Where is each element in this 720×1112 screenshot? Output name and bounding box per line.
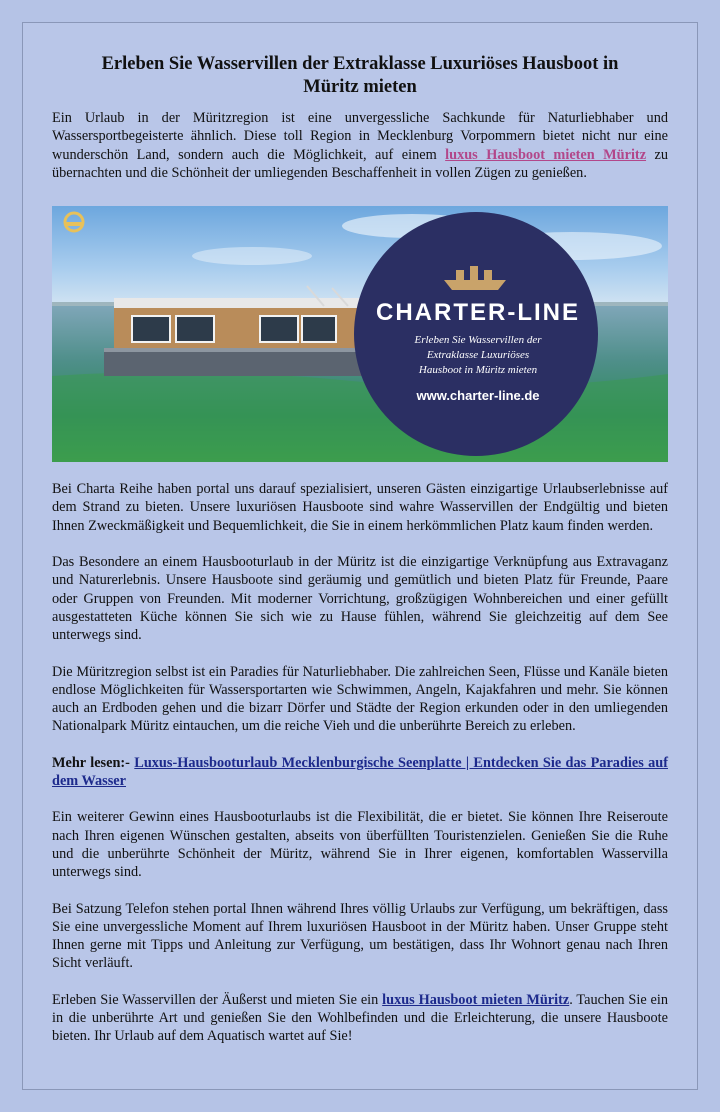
intro-paragraph — [52, 109, 668, 182]
banner-tagline-line-2: Extraklasse Luxuriöses — [426, 349, 530, 362]
paragraph-flexibility: Ein weiterer Gewinn eines Hausbooturlaubs ist die Flexibilität, die er bietet. Sie können Ihre Reiseroute nach Ihren eigenen Wünschen gestalten, abseits von überfüllten Touristenzielen. Genießen Sie die Ruhe und die unberührte Schönheit der Müritz, während Sie in Ihrer eigenen, komfortablen Wasservilla unterwegs sind. — [52, 809, 668, 881]
closing-text-after: . Tauchen Sie ein in die unberührte Art und genießen Sie den Wohlbefinden und die Erleichterung, die unsere Hausboote bieten. Ihr Urlaub auf dem Aquatisch wartet auf Sie! — [52, 991, 668, 1045]
intro-text-after: zu übernachten und die Schönheit der umliegenden Beschaffenheit in vollen Zügen zu genießen. — [52, 146, 668, 181]
paragraph-region: Die Müritzregion selbst ist ein Paradies für Naturliebhaber. Die zahlreichen Seen, Flüsse und Kanäle bieten endlose Möglichkeiten für Wassersportarten wie Schwimmen, Angeln, Kajakfahren und mehr. Sie können auch an Erdboden gehen und die bizarr Dörfer und Städte der Region erkunden oder in den umliegenden Nationalpark Müritz eintauchen, um die reiche Vieh und die unberührte Bereich zu erleben. — [52, 663, 668, 735]
read-more-link[interactable]: Luxus-Hausbooturlaub Mecklenburgische Seenplatte | Entdecken Sie das Paradies auf dem Wasser — [52, 754, 668, 790]
closing-link[interactable]: luxus Hausboot mieten Müritz — [382, 991, 570, 1008]
closing-text-before: Erleben Sie Wasservillen der Äußerst und mieten Sie ein — [52, 991, 383, 1008]
banner-tagline-line-1: Erleben Sie Wasservillen der — [414, 334, 542, 347]
paragraph-support: Bei Satzung Telefon stehen portal Ihnen während Ihres völlig Urlaubs zur Verfügung, um bekräftigen, dass Sie eine unvergessliche Moment auf Ihrem luxuriösen Hausboot in der Müritz haben. Unser Gruppe steht Ihnen gerne mit Tipps und Anleitung zur Verfügung, um bestätigen, dass Ihr Wohnort genau nach Ihren Sicht verläuft. — [52, 900, 668, 972]
document-content — [52, 23, 668, 1046]
document-page — [22, 22, 698, 1090]
hero-banner-image — [52, 206, 668, 462]
read-more-paragraph — [52, 754, 668, 791]
banner-brand: CHARTER-LINE — [376, 299, 580, 327]
read-more-label: Mehr lesen:- — [52, 754, 130, 771]
intro-link[interactable]: luxus Hausboot mieten Müritz — [445, 146, 647, 163]
houseboat-illustration — [104, 286, 384, 376]
banner-url: www.charter-line.de — [416, 388, 540, 404]
paragraph-besondere: Das Besondere an einem Hausbooturlaub in der Müritz ist die einzigartige Verknüpfung aus Extravaganz und Naturerlebnis. Unsere Hausboote sind geräumig und gemütlich und bieten Platz für Freunde, Paare oder Gruppen von Freunden. Mit moderner Vorrichtung, großzügigen Wohnbereichen und einer gefüllt ausgestatteten Küche können Sie sich wie zu Hause fühlen, während Sie gleichzeitig auf dem See unterwegs sind. — [52, 554, 668, 644]
page-title: Erleben Sie Wasservillen der Extraklasse Luxuriöses Hausboot in Müritz mieten — [101, 54, 619, 97]
closing-paragraph — [52, 991, 668, 1046]
paragraph-charta: Bei Charta Reihe haben portal uns darauf spezialisiert, unseren Gästen einzigartige Urlaubserlebnisse auf dem Strand zu bieten. Unsere luxuriösen Hausboote sind wahre Wasservillen der Endgültig und bieten Ihnen Zweckmäßigkeit und Bequemlichkeit, die Sie in einem herkömmlichen Platz kaum finden werden. — [52, 481, 668, 534]
banner-tagline-line-3: Hausboot in Müritz mieten — [418, 364, 538, 377]
intro-text-before: Ein Urlaub in der Müritzregion ist eine unvergessliche Sachkunde für Naturliebhaber und Wassersportbegeisterte ähnlich. Diese toll Region in Mecklenburg Vorpommern bietet nicht nur eine wunderschön Land, sondern auch die Möglichkeit, auf einem — [52, 110, 668, 163]
